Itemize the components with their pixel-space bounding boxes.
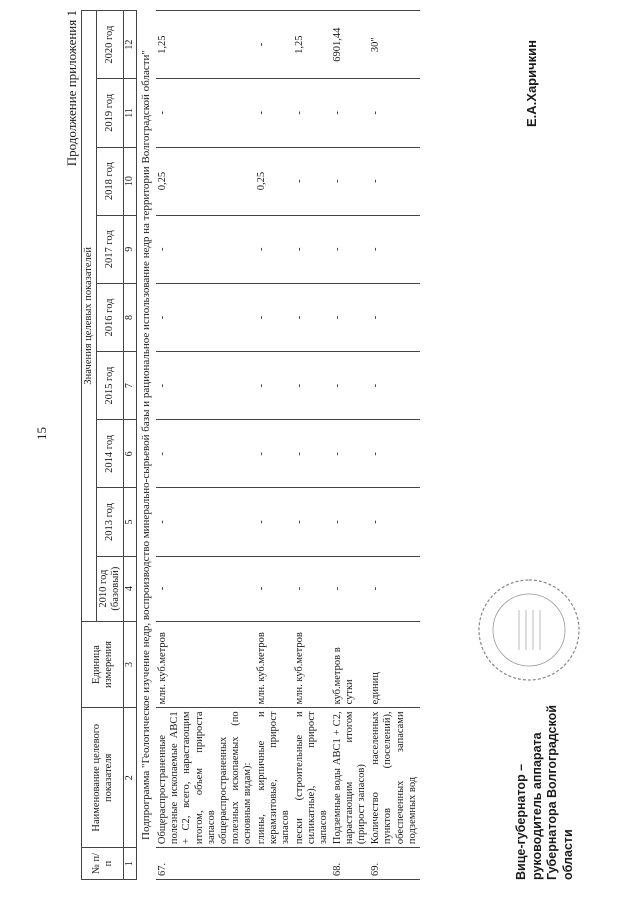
row-value: - [255,283,293,351]
header-year: 2018 год [97,147,124,215]
row-value: - [331,488,369,556]
row-unit: млн. куб.метров [293,621,331,708]
row-value: - [156,556,255,621]
subprogram-title: Подпрограмма "Геологическое изучение недр, воспроизводство минерально-сырьевой базы и рациональное использование недр на территории Волгоградской области" [139,50,152,840]
table-row [331,11,369,880]
row-value: - [293,79,331,147]
row-value: - [293,488,331,556]
row-value: - [369,556,419,621]
row-value: - [293,283,331,351]
table-row [293,11,331,880]
row-value: - [369,352,419,420]
header-year: 2010 год (базовый) [97,556,124,621]
col-number: 6 [124,420,137,488]
header-num: № п/п [82,848,124,880]
row-unit: млн. куб.метров [156,621,255,708]
row-value: - [331,215,369,283]
col-number: 9 [124,215,137,283]
page-number: 15 [34,427,49,440]
continuation-label: Продолжение приложения 1 [64,10,79,167]
header-unit: Единица измерения [82,621,124,708]
header-year: 2017 год [97,215,124,283]
row-value: 0,25 [255,147,293,215]
row-unit: млн. куб.метров [255,621,293,708]
row-value: - [255,79,293,147]
row-name: пески (строительные и силикатные), прирост запасов [293,708,331,848]
row-name: Подземные воды АВС1 + С2, нарастающим итогом (прирост запасов) [331,708,369,848]
rotated-content [64,10,640,880]
row-value: - [369,215,419,283]
row-value: - [331,420,369,488]
row-value: - [255,488,293,556]
row-name: Общераспространенные полезные ископаемые АВС1 + С2, всего, нарастающим итогом, объем прироста запасов общераспространенных полезных ископаемых (по основным видам): [156,708,255,848]
row-unit: единиц [369,621,419,708]
row-value: - [293,147,331,215]
row-value: - [255,556,293,621]
col-number: 12 [124,11,137,79]
row-value: - [156,352,255,420]
signature-position: Вице-губернатор – руководитель аппарата Губернатора Волгоградской области [514,705,575,880]
col-number: 11 [124,79,137,147]
signature-name: Е.А.Харичкин [524,40,539,128]
col-number: 3 [124,621,137,708]
row-num: 67. [156,848,255,880]
row-value: - [156,283,255,351]
row-num [255,848,293,880]
col-number: 4 [124,556,137,621]
col-number: 1 [124,848,137,880]
row-value: - [293,352,331,420]
col-number: 10 [124,147,137,215]
col-number: 5 [124,488,137,556]
row-value: - [156,215,255,283]
indicators-table [81,10,420,880]
row-value: - [156,79,255,147]
row-value: - [255,420,293,488]
header-year: 2015 год [97,352,124,420]
row-value: - [369,283,419,351]
header-year: 2014 год [97,420,124,488]
row-value: - [331,283,369,351]
header-values-group: Значения целевых показателей [82,11,97,622]
row-value: - [369,420,419,488]
row-name: Количество населенных пунктов (поселений), обеспеченных запасами подземных вод [369,708,419,848]
row-value: - [293,556,331,621]
table-row [255,11,293,880]
table-row [369,11,419,880]
row-name: глины, кирпичные и керамзитовые, прирост запасов [255,708,293,848]
row-value: - [369,488,419,556]
row-value: - [293,420,331,488]
header-year: 2019 год [97,79,124,147]
row-value: - [293,215,331,283]
row-value: 1,25 [156,11,255,79]
row-value: 6901,44 [331,11,369,79]
row-num: 69. [369,848,419,880]
row-unit: куб.метров в сутки [331,621,369,708]
row-value: - [369,147,419,215]
header-year: 2016 год [97,283,124,351]
row-value: - [255,215,293,283]
row-value: 30" [369,11,419,79]
row-value: - [255,352,293,420]
row-num: 68. [331,848,369,880]
row-value: 0,25 [156,147,255,215]
header-year: 2013 год [97,488,124,556]
row-value: - [331,147,369,215]
row-value: - [331,79,369,147]
row-value: - [369,79,419,147]
header-year: 2020 год [97,11,124,79]
row-value: - [255,11,293,79]
col-number: 8 [124,283,137,351]
row-value: - [156,488,255,556]
row-value: - [331,556,369,621]
row-value: 1,25 [293,11,331,79]
official-seal [474,575,584,685]
col-number: 7 [124,352,137,420]
table-row [156,11,255,880]
header-name: Наименование целевого показателя [82,708,124,848]
row-value: - [331,352,369,420]
row-num [293,848,331,880]
row-value: - [156,420,255,488]
col-number: 2 [124,708,137,848]
